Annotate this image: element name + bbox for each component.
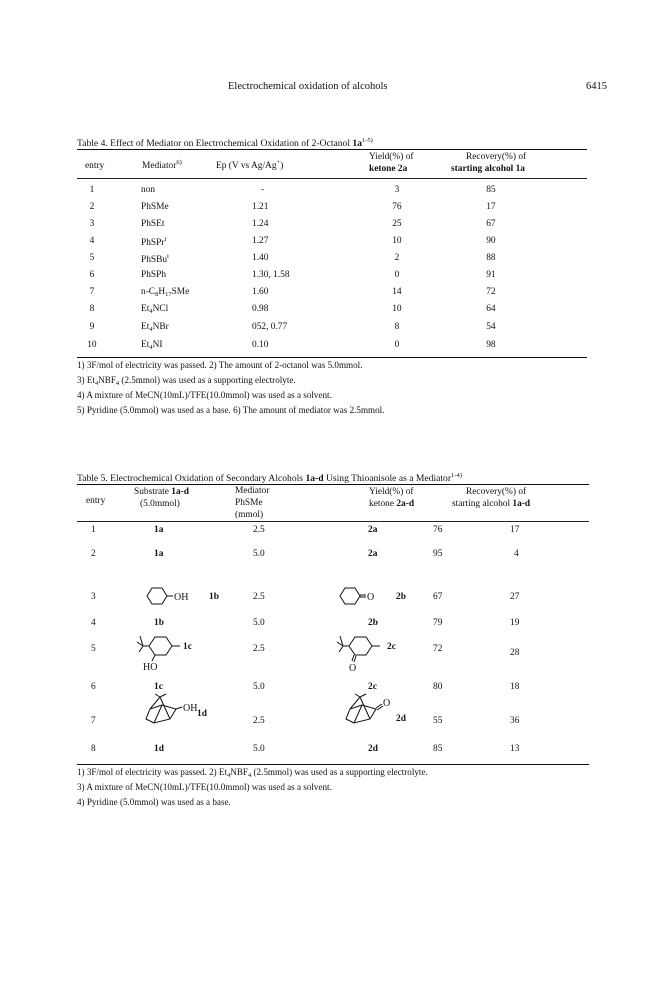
t5-recovery: 27 [510, 592, 520, 602]
t5-recovery: 28 [510, 648, 520, 658]
t5-substrate: 1b [154, 618, 164, 628]
t5-substrate: 1a [154, 525, 164, 535]
t4-note-4: 4) A mixture of MeCN(10mL)/TFE(10.0mmol) was used as a solvent. [77, 390, 332, 400]
table5-header-rule [77, 521, 589, 522]
t5-ketone: 2d [368, 744, 378, 754]
t4-ep: 1.60 [252, 287, 269, 297]
cyclohexanol-structure [143, 586, 203, 606]
t4-yield: 3 [394, 185, 400, 195]
t5-substrate: 1b [209, 592, 219, 602]
t5-ketone: 2a [368, 549, 378, 559]
t5-col-mediator-2: PhSMe [235, 498, 263, 508]
t4-entry: 7 [89, 287, 95, 297]
t5-col-recovery-1: Recovery(%) of [466, 487, 527, 497]
t4-entry: 10 [87, 340, 97, 350]
t4-ep: 1.21 [252, 202, 269, 212]
tbu-cyclohexanone-structure [336, 632, 396, 674]
t4-mediator: $Et_4NI$ [141, 340, 163, 351]
t4-yield: 0 [394, 270, 400, 280]
t4-ep: 0.98 [252, 304, 269, 314]
t5-ketone: 2a [368, 525, 378, 535]
ho-label: HO [143, 662, 158, 673]
t5-recovery: 36 [510, 716, 520, 726]
t5-mediator: 2.5 [253, 644, 265, 654]
t5-yield: 67 [433, 592, 443, 602]
t4-col-recovery-1: Recovery(%) of [466, 152, 527, 162]
page-number: 6415 [586, 81, 607, 92]
t5-yield: 85 [433, 744, 443, 754]
t5-ketone: 2c [368, 682, 377, 692]
t5-col-yield-2: ketone 2a-d [369, 499, 415, 509]
t5-mediator: 2.5 [253, 592, 265, 602]
t4-recovery: 54 [486, 322, 496, 332]
t4-yield: 0 [394, 340, 400, 350]
t5-entry: 1 [91, 525, 96, 535]
t5-yield: 80 [433, 682, 443, 692]
t5-col-substrate-1: Substrate 1a-d [134, 487, 189, 497]
t5-note-1: 1) 3F/mol of electricity was passed. 2) $Et_4NBF_4$ (2.5mmol) was used as a supporting electrolyte. [77, 767, 428, 779]
t4-ep: 1.27 [252, 236, 269, 246]
t5-yield: 79 [433, 618, 443, 628]
t5-entry: 4 [91, 618, 96, 628]
oh-label: OH [183, 703, 198, 714]
t4-ep: - [261, 185, 265, 195]
t4-recovery: 72 [486, 287, 496, 297]
t4-mediator: $n-C_8H_{17}SMe$ [141, 287, 190, 298]
t5-ketone: 2d [396, 714, 406, 724]
t4-mediator: PhSEt [141, 219, 165, 229]
t4-entry: 9 [89, 322, 95, 332]
t4-col-ep: Ep (V vs Ag/Ag+) [216, 159, 284, 171]
o-label: O [367, 592, 375, 603]
t4-col-mediator: Mediator$^{6)}$ [142, 159, 182, 171]
t4-entry: 8 [89, 304, 95, 314]
t5-yield: 95 [433, 549, 443, 559]
t5-mediator: 5.0 [253, 549, 265, 559]
t5-mediator: 5.0 [253, 682, 265, 692]
t4-mediator: $Et_4NBr$ [141, 322, 169, 333]
t4-yield: 76 [392, 202, 402, 212]
t5-ketone: 2b [368, 618, 378, 628]
t4-note-5: 5) Pyridine (5.0mmol) was used as a base. 6) The amount of mediator was 2.5mmol. [77, 405, 385, 415]
t5-recovery: 19 [510, 618, 520, 628]
t4-mediator: non [141, 185, 156, 195]
t4-entry: 2 [89, 202, 95, 212]
t4-ep: 052, 0.77 [252, 322, 288, 332]
t5-mediator: 2.5 [253, 716, 265, 726]
t4-recovery: 91 [486, 270, 496, 280]
t5-recovery: 17 [510, 525, 520, 535]
t4-recovery: 98 [486, 340, 496, 350]
t4-recovery: 67 [486, 219, 496, 229]
running-title: Electrochemical oxidation of alcohols [228, 81, 388, 92]
t5-entry: 7 [91, 716, 96, 726]
t5-yield: 76 [433, 525, 443, 535]
t5-recovery: 4 [514, 549, 519, 559]
borneol-structure [140, 693, 200, 727]
t4-yield: 8 [394, 322, 400, 332]
t4-yield: 2 [394, 253, 400, 263]
table4-header-rule [77, 178, 587, 179]
t5-note-3: 3) A mixture of MeCN(10mL)/TFE(10.0mmol) was used as a solvent. [77, 782, 332, 792]
t4-recovery: 90 [486, 236, 496, 246]
table4-top-rule [77, 149, 587, 150]
t5-recovery: 18 [510, 682, 520, 692]
t5-substrate: 1a [154, 549, 164, 559]
t5-entry: 3 [91, 592, 96, 602]
t4-note-3: 3) $Et_4NBF_4$ (2.5mmol) was used as a supporting electrolyte. [77, 375, 296, 387]
t4-mediator: PhSPh [141, 270, 167, 280]
table5-top-rule [77, 484, 589, 485]
t4-mediator: PhSBu$^t$ [141, 253, 169, 265]
t5-note-4: 4) Pyridine (5.0mmol) was used as a base. [77, 797, 231, 807]
t4-recovery: 88 [486, 253, 496, 263]
t4-note-1: 1) 3F/mol of electricity was passed. 2) The amount of 2-octanol was 5.0mmol. [77, 360, 363, 370]
t4-entry: 5 [89, 253, 95, 263]
oh-label: OH [174, 592, 189, 603]
t5-mediator: 5.0 [253, 744, 265, 754]
t4-yield: 10 [392, 236, 402, 246]
t4-ep: 1.24 [252, 219, 269, 229]
t4-col-entry: entry [85, 161, 105, 171]
t5-col-yield-1: Yield(%) of [369, 487, 414, 497]
table5-caption: Table 5. Electrochemical Oxidation of Secondary Alcohols 1a-d Using Thioanisole as a Mediator$^{1-4)}$ [77, 472, 462, 484]
o-label: O [383, 698, 391, 709]
t4-recovery: 85 [486, 185, 496, 195]
t5-col-recovery-2: starting alcohol 1a-d [452, 499, 531, 509]
t4-mediator: PhSPr$^i$ [141, 236, 167, 248]
t4-ep: 1.40 [252, 253, 269, 263]
t5-entry: 6 [91, 682, 96, 692]
t5-mediator: 5.0 [253, 618, 265, 628]
t4-entry: 1 [89, 185, 95, 195]
t4-entry: 6 [89, 270, 95, 280]
t5-yield: 72 [433, 644, 443, 654]
table5-bottom-rule [77, 764, 589, 765]
t5-substrate: 1c [154, 682, 163, 692]
t4-entry: 3 [89, 219, 95, 229]
t5-substrate: 1d [154, 744, 164, 754]
t5-col-mediator-3: (mmol) [235, 510, 264, 520]
t4-yield: 14 [392, 287, 402, 297]
t4-col-yield-2: ketone 2a [369, 164, 408, 174]
t4-recovery: 17 [486, 202, 496, 212]
t5-yield: 55 [433, 716, 443, 726]
t4-recovery: 64 [486, 304, 496, 314]
t4-col-yield-1: Yield(%) of [369, 152, 414, 162]
t5-substrate: 1c [183, 642, 192, 652]
t5-recovery: 13 [510, 744, 520, 754]
t5-mediator: 2.5 [253, 525, 265, 535]
t4-ep: 0.10 [252, 340, 269, 350]
t5-ketone: 2c [387, 642, 396, 652]
t5-entry: 2 [91, 549, 96, 559]
t5-col-entry: entry [86, 496, 106, 506]
t5-ketone: 2b [396, 592, 406, 602]
tbu-cyclohexanol-structure [136, 632, 196, 673]
camphor-structure [340, 693, 400, 727]
t4-mediator: PhSMe [141, 202, 169, 212]
o-label: O [349, 663, 357, 674]
t5-col-substrate-2: (5.0mmol) [140, 499, 180, 509]
t4-ep: 1.30, 1.58 [252, 270, 290, 280]
table4-bottom-rule [77, 357, 587, 358]
t4-mediator: $Et_4NCl$ [141, 304, 169, 315]
t4-col-recovery-2: starting alcohol 1a [451, 164, 525, 174]
cyclohexanone-structure [338, 586, 388, 606]
t5-substrate: 1d [197, 709, 207, 719]
table4-caption: Table 4. Effect of Mediator on Electrochemical Oxidation of 2-Octanol $1a^{1-5)}$ [77, 137, 373, 149]
t4-entry: 4 [89, 236, 95, 246]
t5-col-mediator-1: Mediator [235, 486, 270, 496]
t4-yield: 25 [392, 219, 402, 229]
t5-entry: 8 [91, 744, 96, 754]
t5-entry: 5 [91, 644, 96, 654]
t4-yield: 10 [392, 304, 402, 314]
